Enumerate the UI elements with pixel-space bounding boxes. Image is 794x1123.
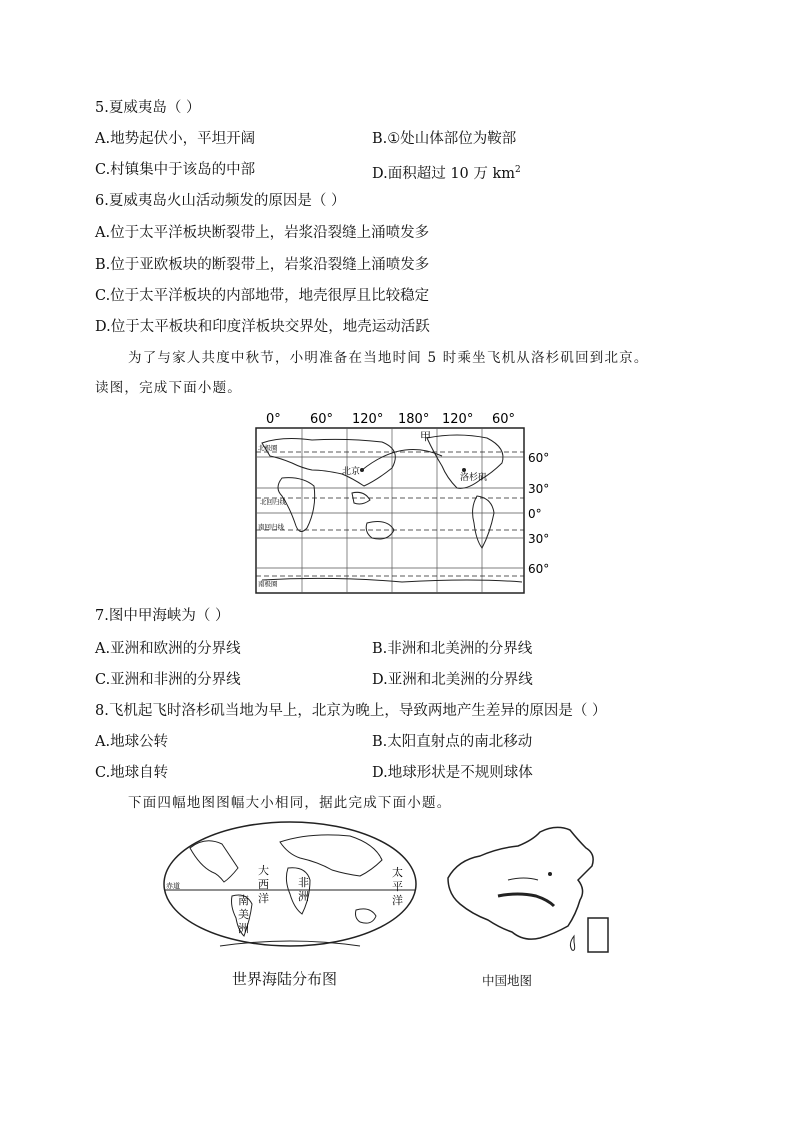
map2-africa-1: 非: [298, 876, 309, 889]
q6-option-b: B.位于亚欧板块的断裂带上，岩浆沿裂缝上涌喷发多: [95, 257, 430, 273]
q5-option-c: C.村镇集中于该岛的中部: [95, 162, 256, 178]
intro1-line2: 读图，完成下面小题。: [95, 380, 242, 396]
map1-jia-label: 甲: [420, 430, 431, 443]
q8-option-b: B.太阳直射点的南北移动: [372, 734, 533, 750]
q7-option-a: A.亚洲和欧洲的分界线: [95, 641, 241, 657]
q7-option-b: B.非洲和北美洲的分界线: [372, 641, 533, 657]
map1-top-label-180: 180°: [398, 412, 430, 427]
china-river: [498, 894, 554, 906]
q8-option-d: D.地球形状是不规则球体: [372, 765, 533, 781]
map1-right-label-30s: 30°: [528, 532, 550, 546]
map1-arctic-label: 北极圈: [258, 444, 278, 452]
map2-pacific-1: 太: [392, 866, 403, 879]
intro1-line1: 为了与家人共度中秋节，小明准备在当地时间 5 时乘坐飞机从洛杉矶回到北京。: [128, 350, 649, 366]
map2-africa-2: 洲: [298, 890, 309, 903]
q6-option-d: D.位于太平板块和印度洋板块交界处，地壳运动活跃: [95, 319, 430, 335]
q7-option-c: C.亚洲和非洲的分界线: [95, 672, 241, 688]
q8-option-c: C.地球自转: [95, 765, 169, 781]
map2-samerica-1: 南: [238, 894, 249, 907]
map1-top-label-120w: 120°: [442, 412, 474, 427]
map2-atlantic-1: 大: [258, 864, 269, 877]
map1-right-label-60n: 60°: [528, 451, 550, 465]
map1-la-label: 洛杉矶: [460, 473, 488, 483]
map1-beijing-label: 北京: [342, 467, 361, 477]
intro2: 下面四幅地图图幅大小相同，据此完成下面小题。: [128, 795, 452, 811]
map1-top-label-60w: 60°: [492, 412, 516, 427]
la-point: [462, 468, 466, 472]
q7-option-d: D.亚洲和北美洲的分界线: [372, 672, 533, 688]
q5-stem: 5.夏威夷岛（ ）: [95, 100, 201, 116]
china-river-2: [508, 878, 538, 880]
map1-tropic-n-label: 北回归线: [260, 498, 286, 506]
map2-samerica-3: 洲: [238, 922, 249, 935]
world-sea-land-map: [160, 818, 420, 990]
map2-caption: 世界海陆分布图: [232, 970, 338, 988]
map1-right-label-0: 0°: [528, 507, 542, 521]
q5-option-d: [372, 160, 521, 184]
q6-option-a: A.位于太平洋板块断裂带上，岩浆沿裂缝上涌喷发多: [95, 225, 430, 241]
china-outline: [448, 827, 593, 939]
map2-outline: [164, 822, 416, 946]
q7-stem: 7.图中甲海峡为（ ）: [95, 608, 230, 624]
map1-antarctic-label: 南极圈: [258, 580, 278, 588]
map1-right-label-60s: 60°: [528, 562, 550, 576]
china-map: [428, 818, 628, 978]
beijing-point: [360, 468, 364, 472]
china-capital-dot: [548, 872, 552, 876]
map3-caption: 中国地图: [482, 973, 533, 988]
map2-samerica-2: 美: [238, 908, 249, 921]
q6-stem: 6.夏威夷岛火山活动频发的原因是（ ）: [95, 193, 346, 209]
q5-option-d-text: D.面积超过 10 万 km: [372, 166, 516, 182]
q5-option-d-sup: 2: [515, 165, 521, 175]
hainan-island: [570, 936, 574, 950]
map2-pacific-3: 洋: [392, 894, 403, 907]
q5-option-a: A.地势起伏小，平坦开阔: [95, 131, 256, 147]
map1-top-label-60: 60°: [310, 412, 334, 427]
world-map-figure: [252, 408, 552, 598]
q8-option-a: A.地球公转: [95, 734, 169, 750]
south-china-sea-inset: [588, 918, 608, 952]
map1-top-label-0: 0°: [266, 412, 281, 427]
map1-right-label-30n: 30°: [528, 482, 550, 496]
map2-atlantic-2: 西: [258, 878, 269, 891]
map2-pacific-2: 平: [392, 880, 403, 893]
q8-stem: 8.飞机起飞时洛杉矶当地为早上，北京为晚上，导致两地产生差异的原因是（ ）: [95, 703, 607, 719]
q6-option-c: C.位于太平洋板块的内部地带，地壳很厚且比较稳定: [95, 288, 430, 304]
map1-top-label-120: 120°: [352, 412, 384, 427]
map1-grid: [256, 428, 524, 593]
map2-equator-label: 赤道: [166, 882, 180, 890]
map1-tropic-s-label: 南回归线: [258, 523, 284, 531]
map2-atlantic-3: 洋: [258, 892, 269, 905]
q5-option-b: B.①处山体部位为鞍部: [372, 131, 517, 147]
